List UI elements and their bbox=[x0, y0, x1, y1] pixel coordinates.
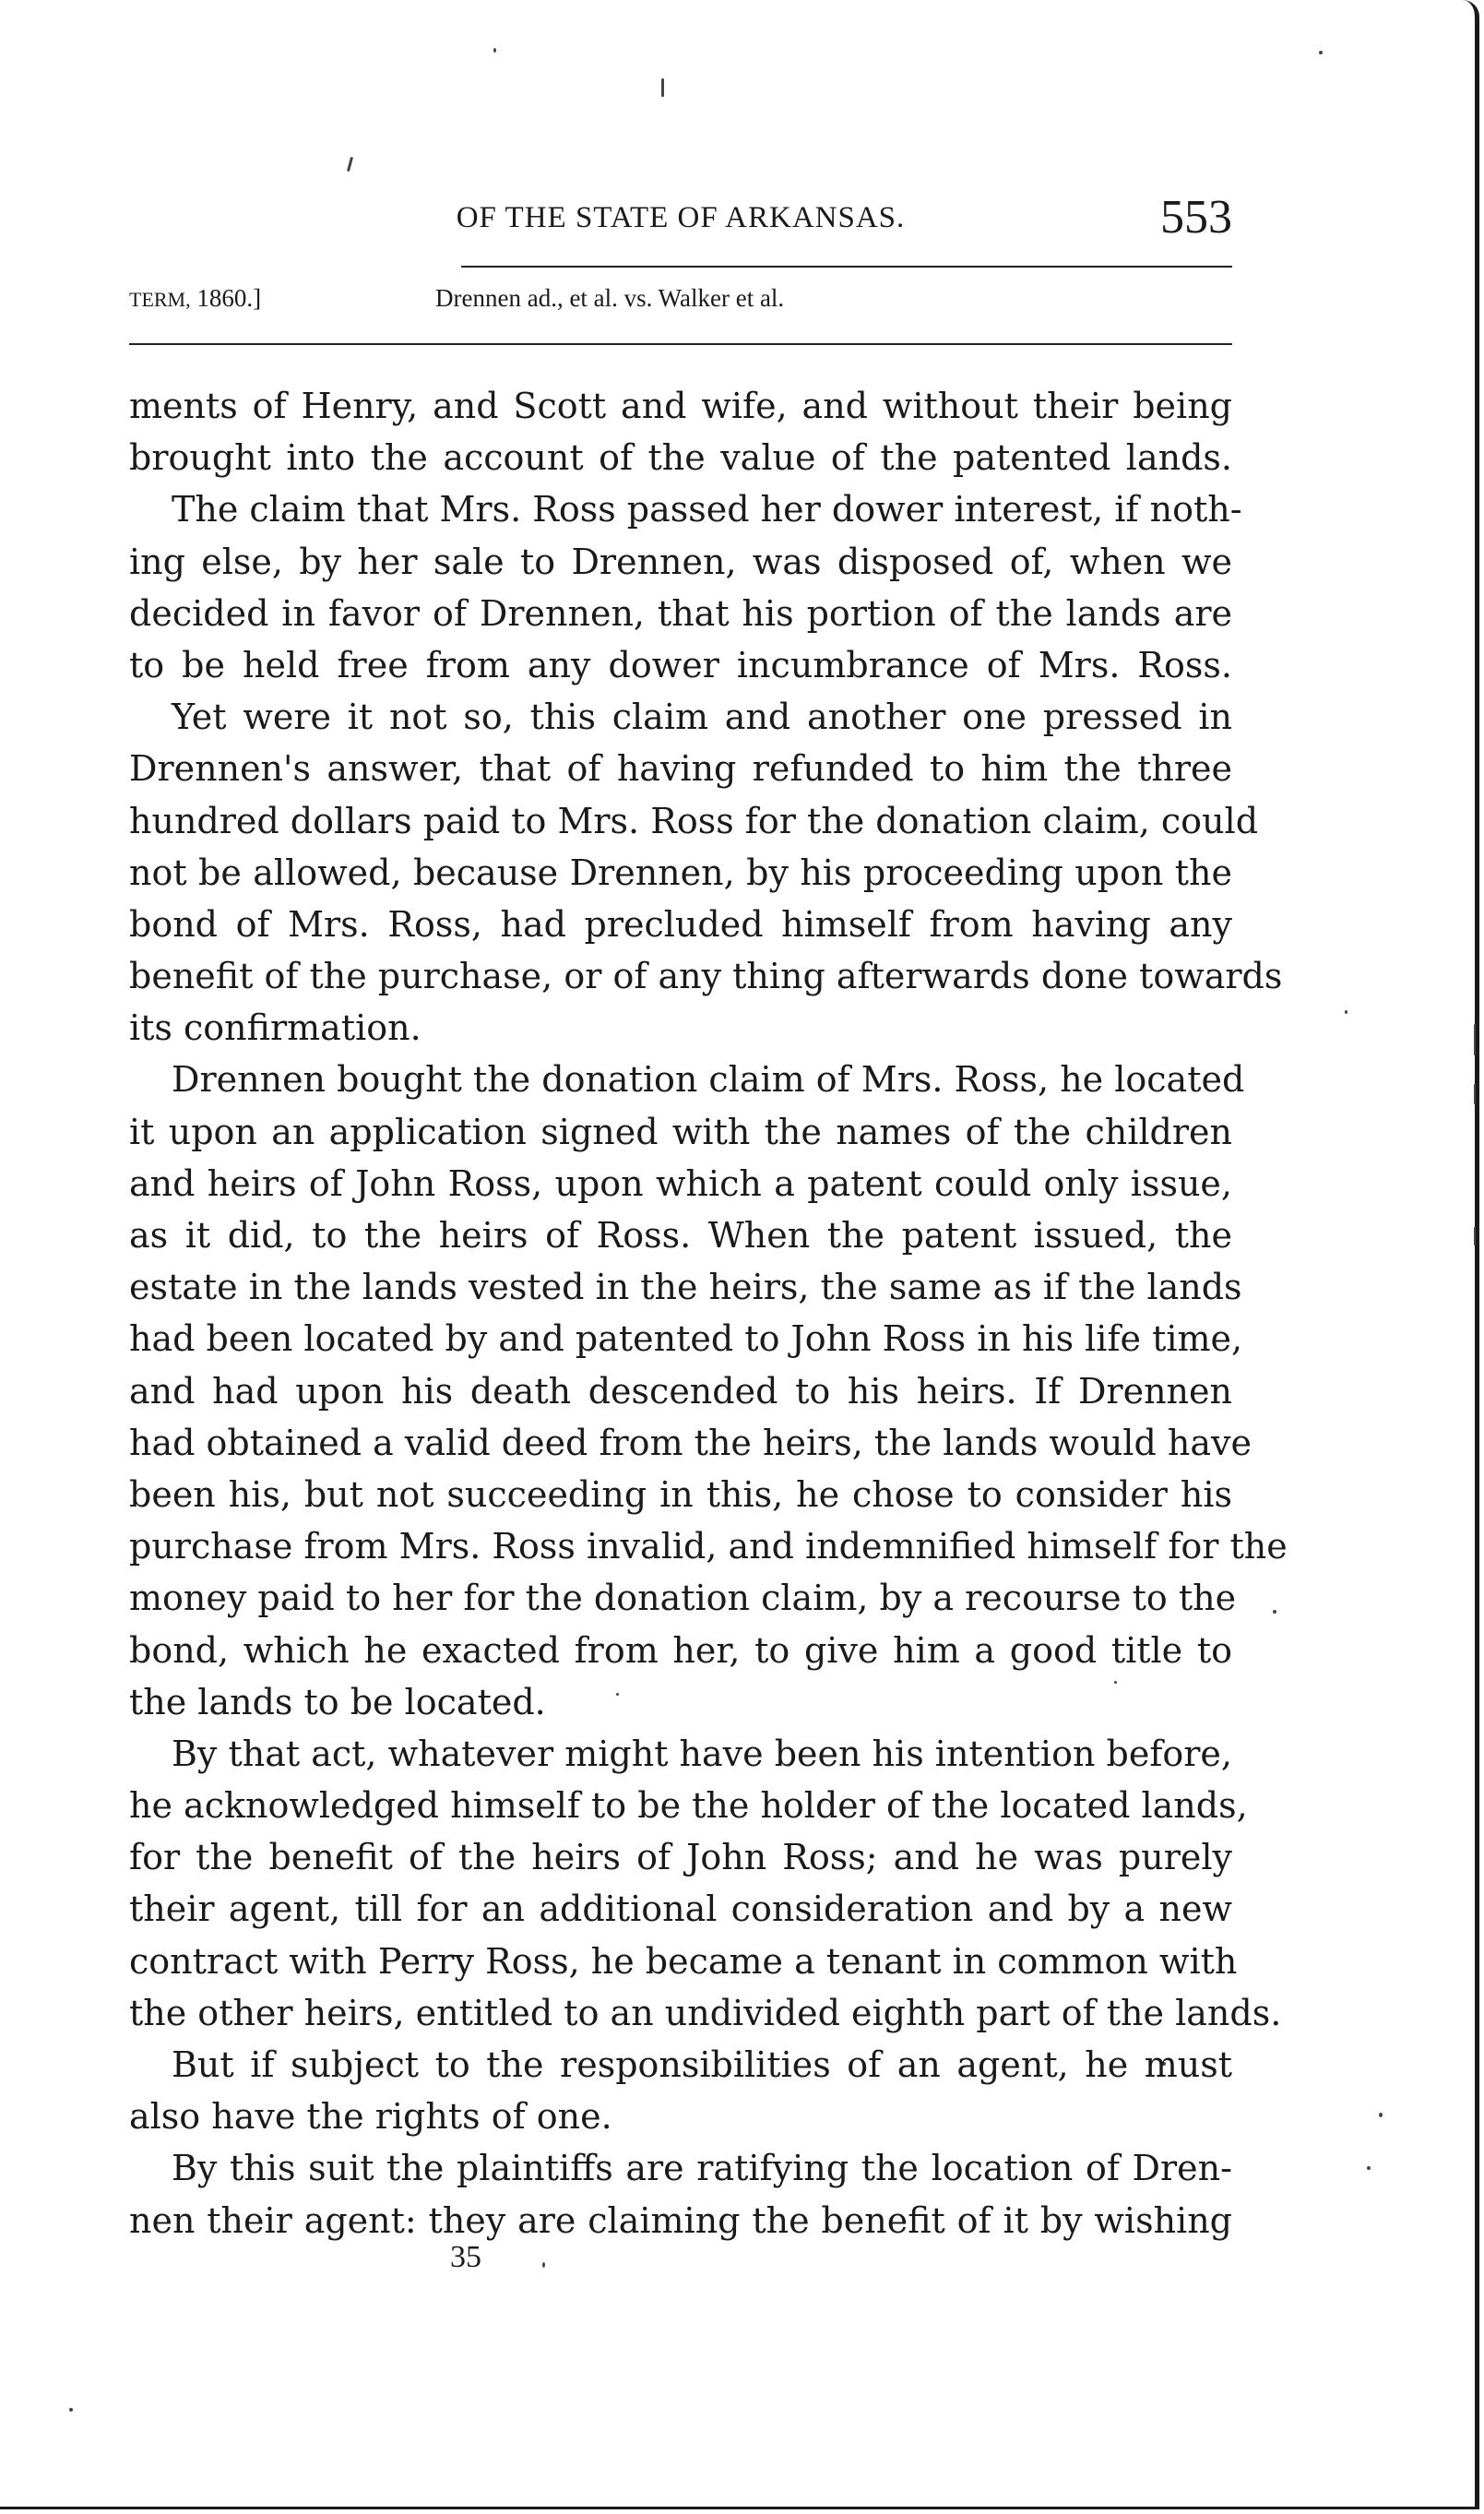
print-speck bbox=[1474, 1024, 1476, 1055]
page-number: 553 bbox=[1160, 191, 1232, 244]
text-line: had been located by and patented to John Ross in his life time, bbox=[129, 1318, 1243, 1360]
text-line: also have the rights of one. bbox=[129, 2096, 612, 2138]
text-line: had obtained a valid deed from the heirs, the lands would have bbox=[129, 1422, 1252, 1463]
text-line: Drennen bought the donation claim of Mrs. Ross, he located bbox=[172, 1059, 1245, 1101]
text-line: ments of Henry, and Scott and wife, and without their being bbox=[129, 386, 1232, 426]
text-line: Drennen's answer, that of having refunded to him the three bbox=[129, 748, 1232, 790]
text-line: the lands to be located. bbox=[129, 1681, 546, 1722]
text-line: But if subject to the responsibilities of an agent, he must bbox=[172, 2044, 1232, 2085]
signature-mark: 35 bbox=[450, 2240, 481, 2274]
print-speck bbox=[1345, 1010, 1347, 1014]
text-line: he acknowledged himself to be the holder of the located lands, bbox=[129, 1785, 1248, 1827]
print-speck bbox=[1319, 51, 1323, 54]
text-line: and heirs of John Ross, upon which a patent could only issue, bbox=[129, 1162, 1232, 1204]
term-year: 1860.] bbox=[196, 284, 262, 312]
text-line: not be allowed, because Drennen, by his proceeding upon the bbox=[129, 852, 1232, 893]
text-line: its confirmation. bbox=[129, 1007, 421, 1049]
text-line: bond, which he exacted from her, to give him a good title to bbox=[129, 1629, 1232, 1671]
case-header-rule bbox=[129, 343, 1232, 345]
text-line: their agent, till for an additional consideration and by a new bbox=[129, 1888, 1232, 1930]
text-line: to be held free from any dower incumbrance of Mrs. Ross. bbox=[129, 644, 1232, 685]
text-line: the other heirs, entitled to an undivided eighth part of the lands. bbox=[129, 1992, 1282, 2033]
case-title: Drennen ad., et al. vs. Walker et al. bbox=[435, 284, 785, 312]
print-speck bbox=[1273, 1610, 1276, 1614]
text-line: benefit of the purchase, or of any thing afterwards done towards bbox=[129, 956, 1283, 997]
print-speck bbox=[542, 2262, 545, 2268]
term-label bbox=[129, 284, 261, 313]
text-line: it upon an application signed with the names of the children bbox=[129, 1111, 1232, 1152]
print-speck bbox=[661, 78, 664, 97]
text-line: By that act, whatever might have been his intention before, bbox=[172, 1733, 1232, 1774]
print-speck bbox=[1474, 1084, 1476, 1104]
text-line: estate in the lands vested in the heirs, the same as if the lands bbox=[129, 1267, 1242, 1308]
print-speck bbox=[1474, 1227, 1476, 1245]
text-line: contract with Perry Ross, he became a tenant in common with bbox=[129, 1940, 1238, 1982]
body-text bbox=[129, 380, 1288, 2246]
print-speck bbox=[493, 48, 496, 53]
text-line: bond of Mrs. Ross, had precluded himself from having any bbox=[129, 903, 1232, 945]
text-line: purchase from Mrs. Ross invalid, and indemnified himself for the bbox=[129, 1526, 1288, 1567]
text-line: ing else, by her sale to Drennen, was disposed of, when we bbox=[129, 541, 1232, 582]
text-line: been his, but not succeeding in this, he chose to consider his bbox=[129, 1473, 1232, 1515]
print-speck bbox=[1367, 2166, 1371, 2170]
header-rule bbox=[461, 266, 1232, 268]
text-line: Yet were it not so, this claim and another one pressed in bbox=[172, 697, 1232, 738]
text-line: as it did, to the heirs of Ross. When the patent issued, the bbox=[129, 1215, 1232, 1256]
text-line: hundred dollars paid to Mrs. Ross for the donation claim, could bbox=[129, 800, 1259, 841]
text-line: decided in favor of Drennen, that his portion of the lands are bbox=[129, 592, 1232, 634]
text-line: and had upon his death descended to his heirs. If Drennen bbox=[129, 1370, 1232, 1412]
text-line: nen their agent: they are claiming the benefit of it by wishing bbox=[129, 2199, 1232, 2241]
print-speck bbox=[69, 2408, 73, 2412]
text-line: The claim that Mrs. Ross passed her dower interest, if noth- bbox=[172, 489, 1242, 530]
text-line: money paid to her for the donation claim, by a recourse to the bbox=[129, 1578, 1237, 1619]
term-word: TERM, bbox=[129, 288, 191, 311]
text-line: for the benefit of the heirs of John Ross; and he was purely bbox=[129, 1837, 1232, 1878]
page-header bbox=[129, 191, 1232, 258]
text-line: brought into the account of the value of the patented lands. bbox=[129, 437, 1232, 479]
print-speck bbox=[1379, 2113, 1383, 2117]
running-head: OF THE STATE OF ARKANSAS. bbox=[456, 201, 906, 234]
case-header bbox=[129, 284, 1232, 321]
text-line: By this suit the plaintiffs are ratifying the location of Dren- bbox=[172, 2148, 1232, 2189]
